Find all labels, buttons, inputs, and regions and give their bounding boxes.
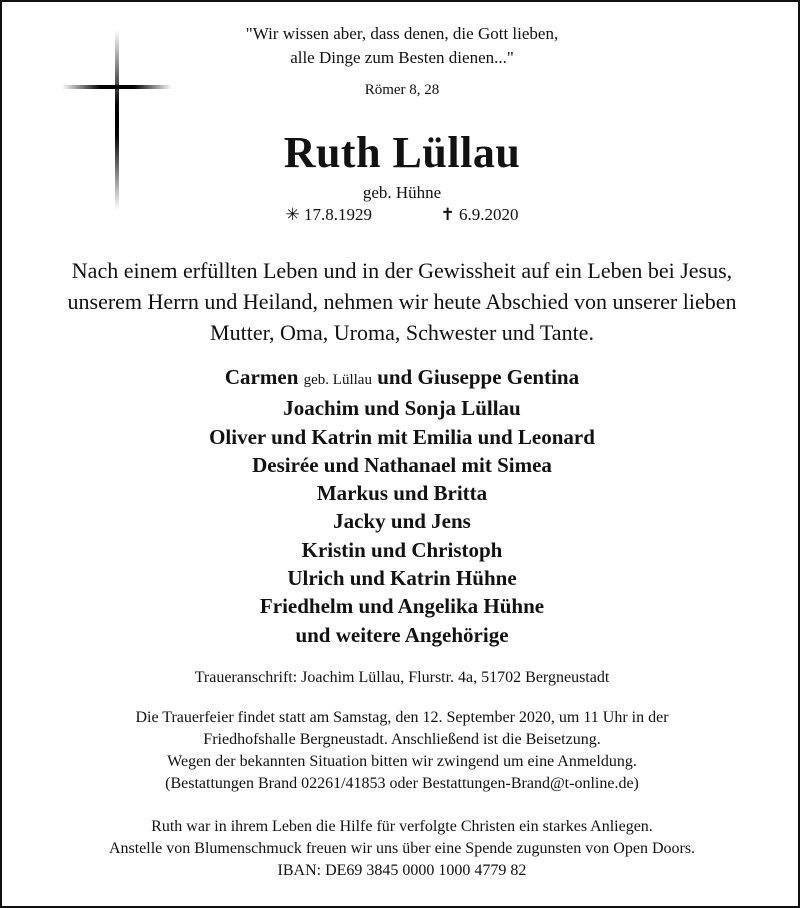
verse-reference: Römer 8, 28: [364, 82, 440, 98]
donation-info: [2, 816, 800, 882]
family-first-rest: und Giuseppe Gentina: [377, 365, 580, 389]
family-member: Joachim und Sonja Lüllau: [283, 396, 521, 421]
quote-line: alle Dinge zum Besten dienen...": [290, 48, 514, 67]
mourning-address: Traueranschrift: Joachim Lüllau, Flurstr. 4a, 51702 Bergneustadt: [194, 669, 610, 686]
family-maiden-name: geb. Lüllau: [303, 372, 372, 388]
family-member: [2, 363, 800, 394]
death-date: 6.9.2020: [459, 205, 519, 224]
life-dates: [2, 204, 800, 226]
funeral-line: Wegen der bekannten Situation bitten wir zwingend um eine Anmeldung.: [167, 753, 637, 770]
deceased-name: Ruth Lüllau: [283, 128, 521, 177]
funeral-line: Friedhofshalle Bergneustadt. Anschließend ist die Beisetzung.: [203, 731, 601, 748]
intro-line: unserem Herrn und Heiland, nehmen wir heute Abschied von unserer lieben: [67, 289, 737, 314]
family-first-name: Carmen: [224, 365, 299, 389]
maiden-name: geb. Hühne: [362, 183, 442, 202]
family-member: Markus und Britta: [316, 481, 488, 506]
family-member: und weitere Angehörige: [295, 622, 509, 647]
family-member: Ulrich und Katrin Hühne: [287, 566, 517, 591]
birth-date: 17.8.1929: [304, 205, 372, 224]
funeral-line: Die Trauerfeier findet statt am Samstag, den 12. September 2020, um 11 Uhr in der: [135, 709, 669, 726]
family-member: Jacky und Jens: [333, 509, 471, 534]
bible-quote: [2, 22, 800, 70]
funeral-info: [2, 707, 800, 795]
family-member: Friedhelm und Angelika Hühne: [259, 594, 545, 619]
donation-line: Anstelle von Blumenschmuck freuen wir uns über eine Spende zugunsten von Open Doors.: [108, 840, 696, 857]
quote-line: "Wir wissen aber, dass denen, die Gott lieben,: [245, 24, 559, 43]
family-member: Kristin und Christoph: [301, 537, 503, 562]
donation-line: Ruth war in ihrem Leben die Hilfe für verfolgte Christen ein starkes Anliegen.: [151, 818, 653, 835]
family-list: [2, 363, 800, 649]
iban: IBAN: DE69 3845 0000 1000 4779 82: [277, 862, 527, 879]
birth-icon: ✳: [285, 205, 300, 224]
intro-text: [2, 255, 800, 348]
family-member: Desirée und Nathanael mit Simea: [252, 452, 552, 477]
intro-line: Mutter, Oma, Uroma, Schwester und Tante.: [210, 320, 594, 345]
intro-line: Nach einem erfüllten Leben und in der Gewissheit auf ein Leben bei Jesus,: [71, 258, 733, 283]
death-icon: ✝: [440, 205, 455, 224]
funeral-line: (Bestattungen Brand 02261/41853 oder Bestattungen-Brand@t-online.de): [165, 775, 639, 792]
family-member: Oliver und Katrin mit Emilia und Leonard: [209, 424, 595, 449]
